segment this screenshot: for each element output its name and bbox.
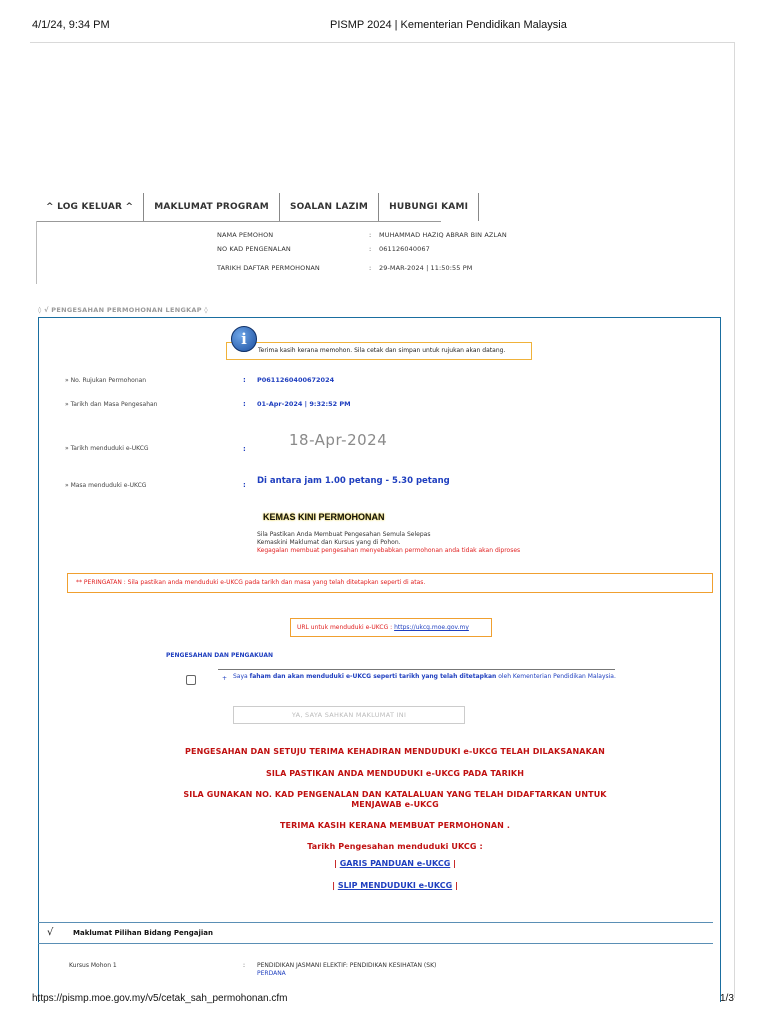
agree-text-a: Saya xyxy=(233,673,250,680)
nav-maklumat-program[interactable]: MAKLUMAT PROGRAM xyxy=(144,193,280,221)
slip-pre: | xyxy=(332,881,338,890)
agree-text xyxy=(233,673,623,681)
slip-post: | xyxy=(452,881,458,890)
exam-date-value: 18-Apr-2024 xyxy=(289,431,388,449)
section-title: ◊ √ PENGESAHAN PERMOHONAN LENGKAP ◊ xyxy=(38,306,208,314)
agree-text-c: oleh Kementerian Pendidikan Malaysia. xyxy=(496,673,616,680)
kemas-kini-title[interactable]: KEMAS KINI PERMOHONAN xyxy=(263,512,385,522)
nav-left-border xyxy=(36,221,37,284)
applicant-regdate-value: 29-MAR-2024 | 11:50:55 PM xyxy=(379,264,473,272)
msg-use-ic: SILA GUNAKAN NO. KAD PENGENALAN DAN KATALALUAN YANG TELAH DIDAFTARKAN UNTUK MENJAWAB e-UKCG xyxy=(183,790,607,809)
guide-post: | xyxy=(450,859,456,868)
print-datetime: 4/1/24, 9:34 PM xyxy=(32,19,110,31)
warning-text: ** PERINGATAN : Sila pastikan anda menduduki e-UKCG pada tarikh dan masa yang telah ditetapkan seperti di atas. xyxy=(76,579,426,586)
msg-thanks: TERIMA KASIH KERANA MEMBUAT PERMOHONAN . xyxy=(280,821,510,830)
pengesahan-divider xyxy=(218,669,615,670)
kemas-kini-line3: Kegagalan membuat pengesahan menyebabkan permohonan anda tidak akan diproses xyxy=(257,547,521,554)
kemas-kini-line2: Kemaskini Maklumat dan Kursus yang di Pohon. xyxy=(257,539,401,546)
print-footer-page: 1/3 xyxy=(720,993,734,1004)
url-prefix: URL untuk menduduki e-UKCG : xyxy=(297,624,395,631)
notice-text: Terima kasih kerana memohon. Sila cetak dan simpan untuk rujukan akan datang. xyxy=(258,347,506,354)
ukcg-url-link[interactable]: https://ukcg.moe.gov.my xyxy=(394,624,469,631)
kemas-kini-line1: Sila Pastikan Anda Membuat Pengesahan Semula Selepas xyxy=(257,531,431,538)
msg-confirmed: PENGESAHAN DAN SETUJU TERIMA KEHADIRAN MENDUDUKI e-UKCG TELAH DILAKSANAKAN xyxy=(185,747,605,756)
applicant-name-label: NAMA PEMOHON xyxy=(217,231,274,239)
msg-confirm-date: Tarikh Pengesahan menduduki UKCG : xyxy=(307,842,483,851)
ref-colon: : xyxy=(243,376,246,384)
print-title: PISMP 2024 | Kementerian Pendidikan Malaysia xyxy=(330,19,567,31)
confirm-datetime-label: » Tarikh dan Masa Pengesahan xyxy=(65,401,158,408)
exam-date-colon: : xyxy=(243,445,246,453)
url-text xyxy=(297,624,469,631)
pengesahan-title: PENGESAHAN DAN PENGAKUAN xyxy=(166,652,273,659)
print-footer-url: https://pismp.moe.gov.my/v5/cetak_sah_permohonan.cfm xyxy=(32,993,288,1004)
msg-ensure-date: SILA PASTIKAN ANDA MENDUDUKI e-UKCG PADA TARIKH xyxy=(265,769,525,778)
nav-soalan-lazim[interactable]: SOALAN LAZIM xyxy=(280,193,379,221)
maklumat-top-divider xyxy=(38,922,713,923)
garis-panduan-link[interactable]: GARIS PANDUAN e-UKCG xyxy=(339,859,451,868)
check-icon: √ xyxy=(47,927,54,938)
slip-link[interactable]: SLIP MENDUDUKI e-UKCG xyxy=(337,881,453,890)
applicant-ic-colon: : xyxy=(369,245,372,253)
exam-time-value: Di antara jam 1.00 petang - 5.30 petang xyxy=(257,476,450,486)
nav-divider xyxy=(36,221,441,222)
confirmation-panel xyxy=(38,317,721,1002)
agree-text-b: faham dan akan menduduki e-UKCG seperti tarikh yang telah ditetapkan xyxy=(249,673,497,680)
kursus-label: Kursus Mohon 1 xyxy=(69,962,117,969)
main-nav xyxy=(36,193,479,221)
ref-label: » No. Rujukan Permohonan xyxy=(65,377,147,384)
applicant-regdate-label: TARIKH DAFTAR PERMOHONAN xyxy=(217,264,320,272)
confirm-datetime-colon: : xyxy=(243,400,246,408)
applicant-regdate-colon: : xyxy=(369,264,372,272)
info-icon: i xyxy=(231,326,257,352)
guide-link-row xyxy=(160,859,630,868)
exam-date-label: » Tarikh menduduki e-UKCG xyxy=(65,445,149,452)
kursus-colon: : xyxy=(243,962,246,969)
plus-marker: + xyxy=(222,675,228,682)
applicant-name-value: MUHAMMAD HAZIQ ABRAR BIN AZLAN xyxy=(379,231,507,239)
nav-hubungi-kami[interactable]: HUBUNGI KAMI xyxy=(379,193,479,221)
maklumat-title: Maklumat Pilihan Bidang Pengajian xyxy=(73,929,213,937)
applicant-ic-label: NO KAD PENGENALAN xyxy=(217,245,291,253)
applicant-ic-value: 061126040067 xyxy=(379,245,430,253)
kursus-value-2: PERDANA xyxy=(257,970,286,977)
page-right-border xyxy=(734,42,735,998)
maklumat-bottom-divider xyxy=(38,943,713,944)
ref-value: P0611260400672024 xyxy=(257,376,335,384)
exam-time-colon: : xyxy=(243,481,246,489)
slip-link-row xyxy=(160,881,630,890)
confirm-button[interactable]: YA, SAYA SAHKAN MAKLUMAT INI xyxy=(233,706,465,724)
exam-time-label: » Masa menduduki e-UKCG xyxy=(65,482,147,489)
applicant-name-colon: : xyxy=(369,231,372,239)
nav-logout[interactable]: ^ LOG KELUAR ^ xyxy=(36,193,144,221)
kursus-value-1: PENDIDIKAN JASMANI ELEKTIF: PENDIDIKAN KESIHATAN (SK) xyxy=(257,962,437,969)
kursus-value xyxy=(257,962,436,978)
guide-pre: | xyxy=(334,859,340,868)
page-top-divider xyxy=(30,42,735,43)
agree-checkbox[interactable] xyxy=(186,675,196,685)
confirm-datetime-value: 01-Apr-2024 | 9:32:52 PM xyxy=(257,400,351,408)
